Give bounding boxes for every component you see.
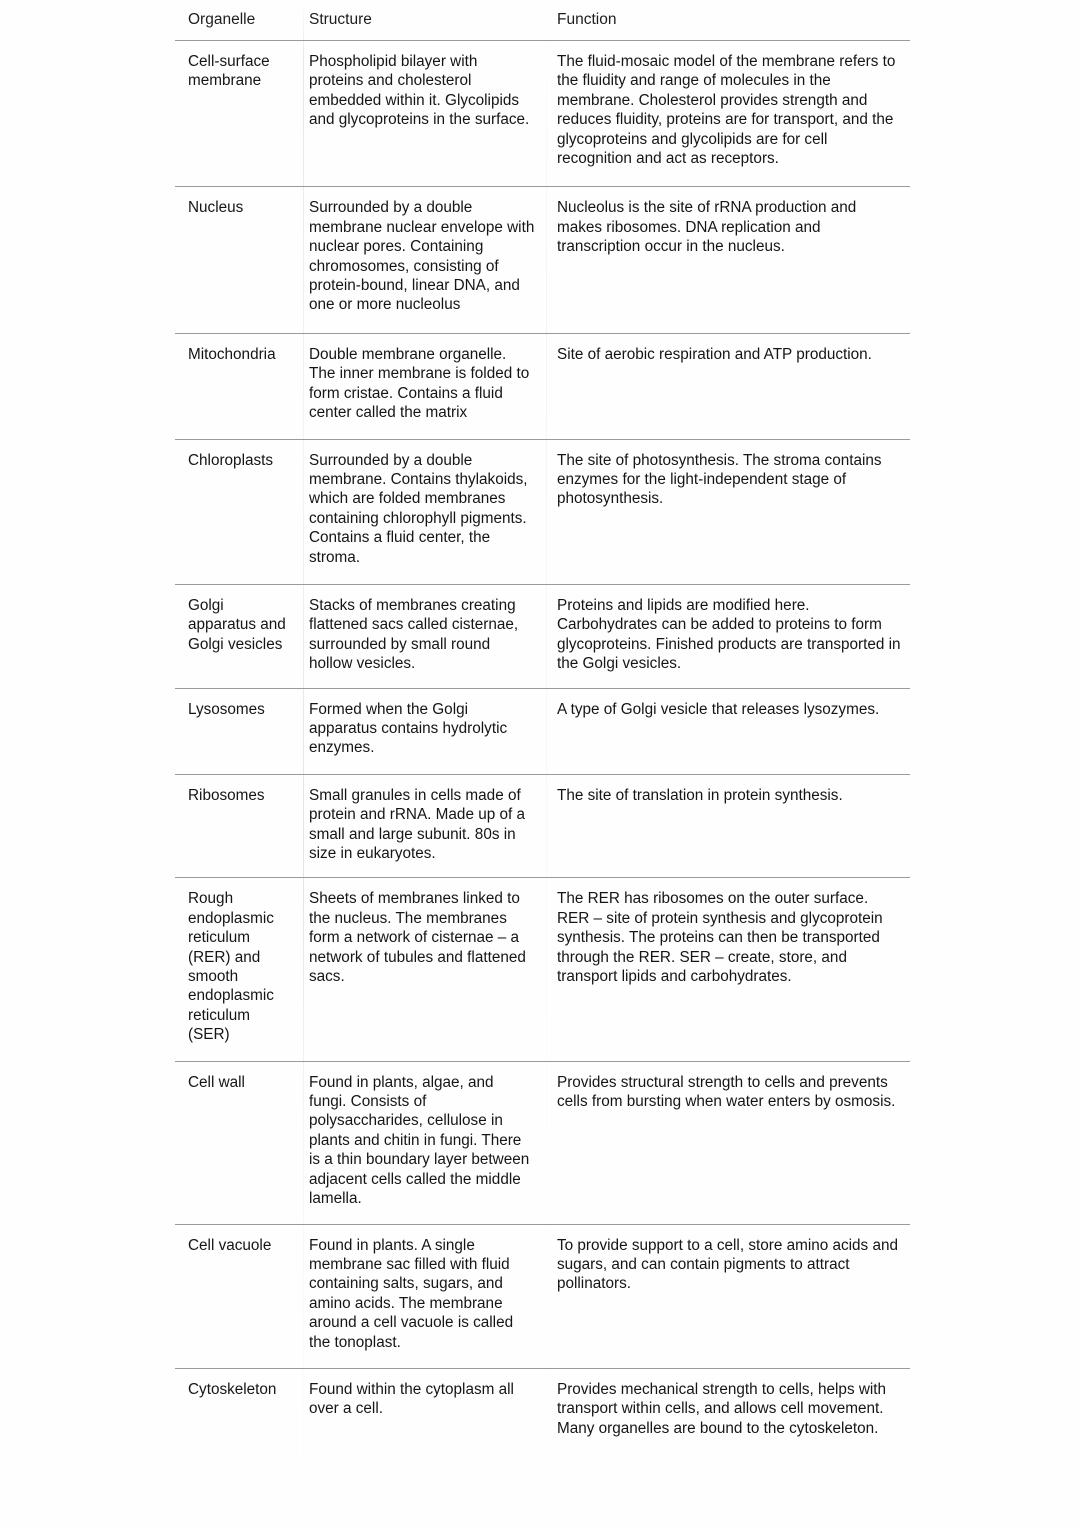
table-row — [175, 774, 910, 878]
cell-structure-description: Found in plants. A single membrane sac filled with fluid containing salts, sugars, and amino acids. The membrane around a cell vacuole is called the tonoplast. — [299, 1224, 545, 1368]
table-row — [175, 439, 910, 584]
column-header-function: Function — [545, 0, 910, 41]
cell-structure-description: Found within the cytoplasm all over a cell. — [299, 1368, 545, 1446]
cell-function-description: The site of photosynthesis. The stroma contains enzymes for the light-independent stage of photosynthesis. — [545, 439, 910, 584]
table-row — [175, 333, 910, 439]
cell-structure-description: Found in plants, algae, and fungi. Consists of polysaccharides, cellulose in plants and chitin in fungi. There is a thin boundary layer between adjacent cells called the middle lamella. — [299, 1061, 545, 1224]
table-row — [175, 187, 910, 333]
cell-organelle-name: Cell vacuole — [175, 1224, 299, 1368]
cell-function-description: The site of translation in protein synthesis. — [545, 774, 910, 878]
cell-structure-description: Surrounded by a double membrane. Contains thylakoids, which are folded membranes containing chlorophyll pigments. Contains a fluid center, the stroma. — [299, 439, 545, 584]
cell-structure-description: Surrounded by a double membrane nuclear envelope with nuclear pores. Containing chromosomes, consisting of protein-bound, linear DNA, and one or more nucleolus — [299, 187, 545, 333]
cell-organelle-name: Mitochondria — [175, 333, 299, 439]
cell-function-description: A type of Golgi vesicle that releases lysozymes. — [545, 688, 910, 774]
cell-function-description: The fluid-mosaic model of the membrane refers to the fluidity and range of molecules in the membrane. Cholesterol provides strength and reduces fluidity, proteins are for transport, and the glycoproteins and glycolipids are for cell recognition and act as receptors. — [545, 41, 910, 187]
table-row — [175, 1224, 910, 1368]
table-body — [175, 41, 910, 1447]
table-row — [175, 41, 910, 187]
organelle-structure-function-table — [175, 0, 910, 1446]
column-header-structure: Structure — [299, 0, 545, 41]
cell-organelle-name: Ribosomes — [175, 774, 299, 878]
cell-organelle-name: Chloroplasts — [175, 439, 299, 584]
table-row — [175, 878, 910, 1061]
cell-organelle-name: Rough endoplasmic reticulum (RER) and smooth endoplasmic reticulum (SER) — [175, 878, 299, 1061]
table-row — [175, 1368, 910, 1446]
cell-structure-description: Small granules in cells made of protein and rRNA. Made up of a small and large subunit. 80s in size in eukaryotes. — [299, 774, 545, 878]
table-header — [175, 0, 910, 41]
cell-organelle-name: Cell-surface membrane — [175, 41, 299, 187]
cell-organelle-name: Golgi apparatus and Golgi vesicles — [175, 584, 299, 688]
table-row — [175, 1061, 910, 1224]
cell-organelle-name: Cell wall — [175, 1061, 299, 1224]
cell-structure-description: Phospholipid bilayer with proteins and cholesterol embedded within it. Glycolipids and glycoproteins in the surface. — [299, 41, 545, 187]
table-row — [175, 584, 910, 688]
table-header-row — [175, 0, 910, 41]
cell-structure-description: Stacks of membranes creating flattened sacs called cisternae, surrounded by small round hollow vesicles. — [299, 584, 545, 688]
cell-structure-description: Formed when the Golgi apparatus contains hydrolytic enzymes. — [299, 688, 545, 774]
table-row — [175, 688, 910, 774]
cell-function-description: Site of aerobic respiration and ATP production. — [545, 333, 910, 439]
cell-function-description: To provide support to a cell, store amino acids and sugars, and can contain pigments to attract pollinators. — [545, 1224, 910, 1368]
cell-structure-description: Sheets of membranes linked to the nucleus. The membranes form a network of cisternae – a network of tubules and flattened sacs. — [299, 878, 545, 1061]
cell-organelle-name: Lysosomes — [175, 688, 299, 774]
cell-organelle-name: Nucleus — [175, 187, 299, 333]
cell-function-description: Provides structural strength to cells and prevents cells from bursting when water enters by osmosis. — [545, 1061, 910, 1224]
cell-structure-description: Double membrane organelle. The inner membrane is folded to form cristae. Contains a fluid center called the matrix — [299, 333, 545, 439]
column-header-organelle: Organelle — [175, 0, 299, 41]
cell-organelle-name: Cytoskeleton — [175, 1368, 299, 1446]
cell-function-description: The RER has ribosomes on the outer surface. RER – site of protein synthesis and glycoprotein synthesis. The proteins can then be transported through the RER. SER – create, store, and transport lipids and carbohydrates. — [545, 878, 910, 1061]
cell-function-description: Nucleolus is the site of rRNA production and makes ribosomes. DNA replication and transcription occur in the nucleus. — [545, 187, 910, 333]
cell-function-description: Proteins and lipids are modified here. Carbohydrates can be added to proteins to form glycoproteins. Finished products are transported in the Golgi vesicles. — [545, 584, 910, 688]
cell-function-description: Provides mechanical strength to cells, helps with transport within cells, and allows cell movement. Many organelles are bound to the cytoskeleton. — [545, 1368, 910, 1446]
